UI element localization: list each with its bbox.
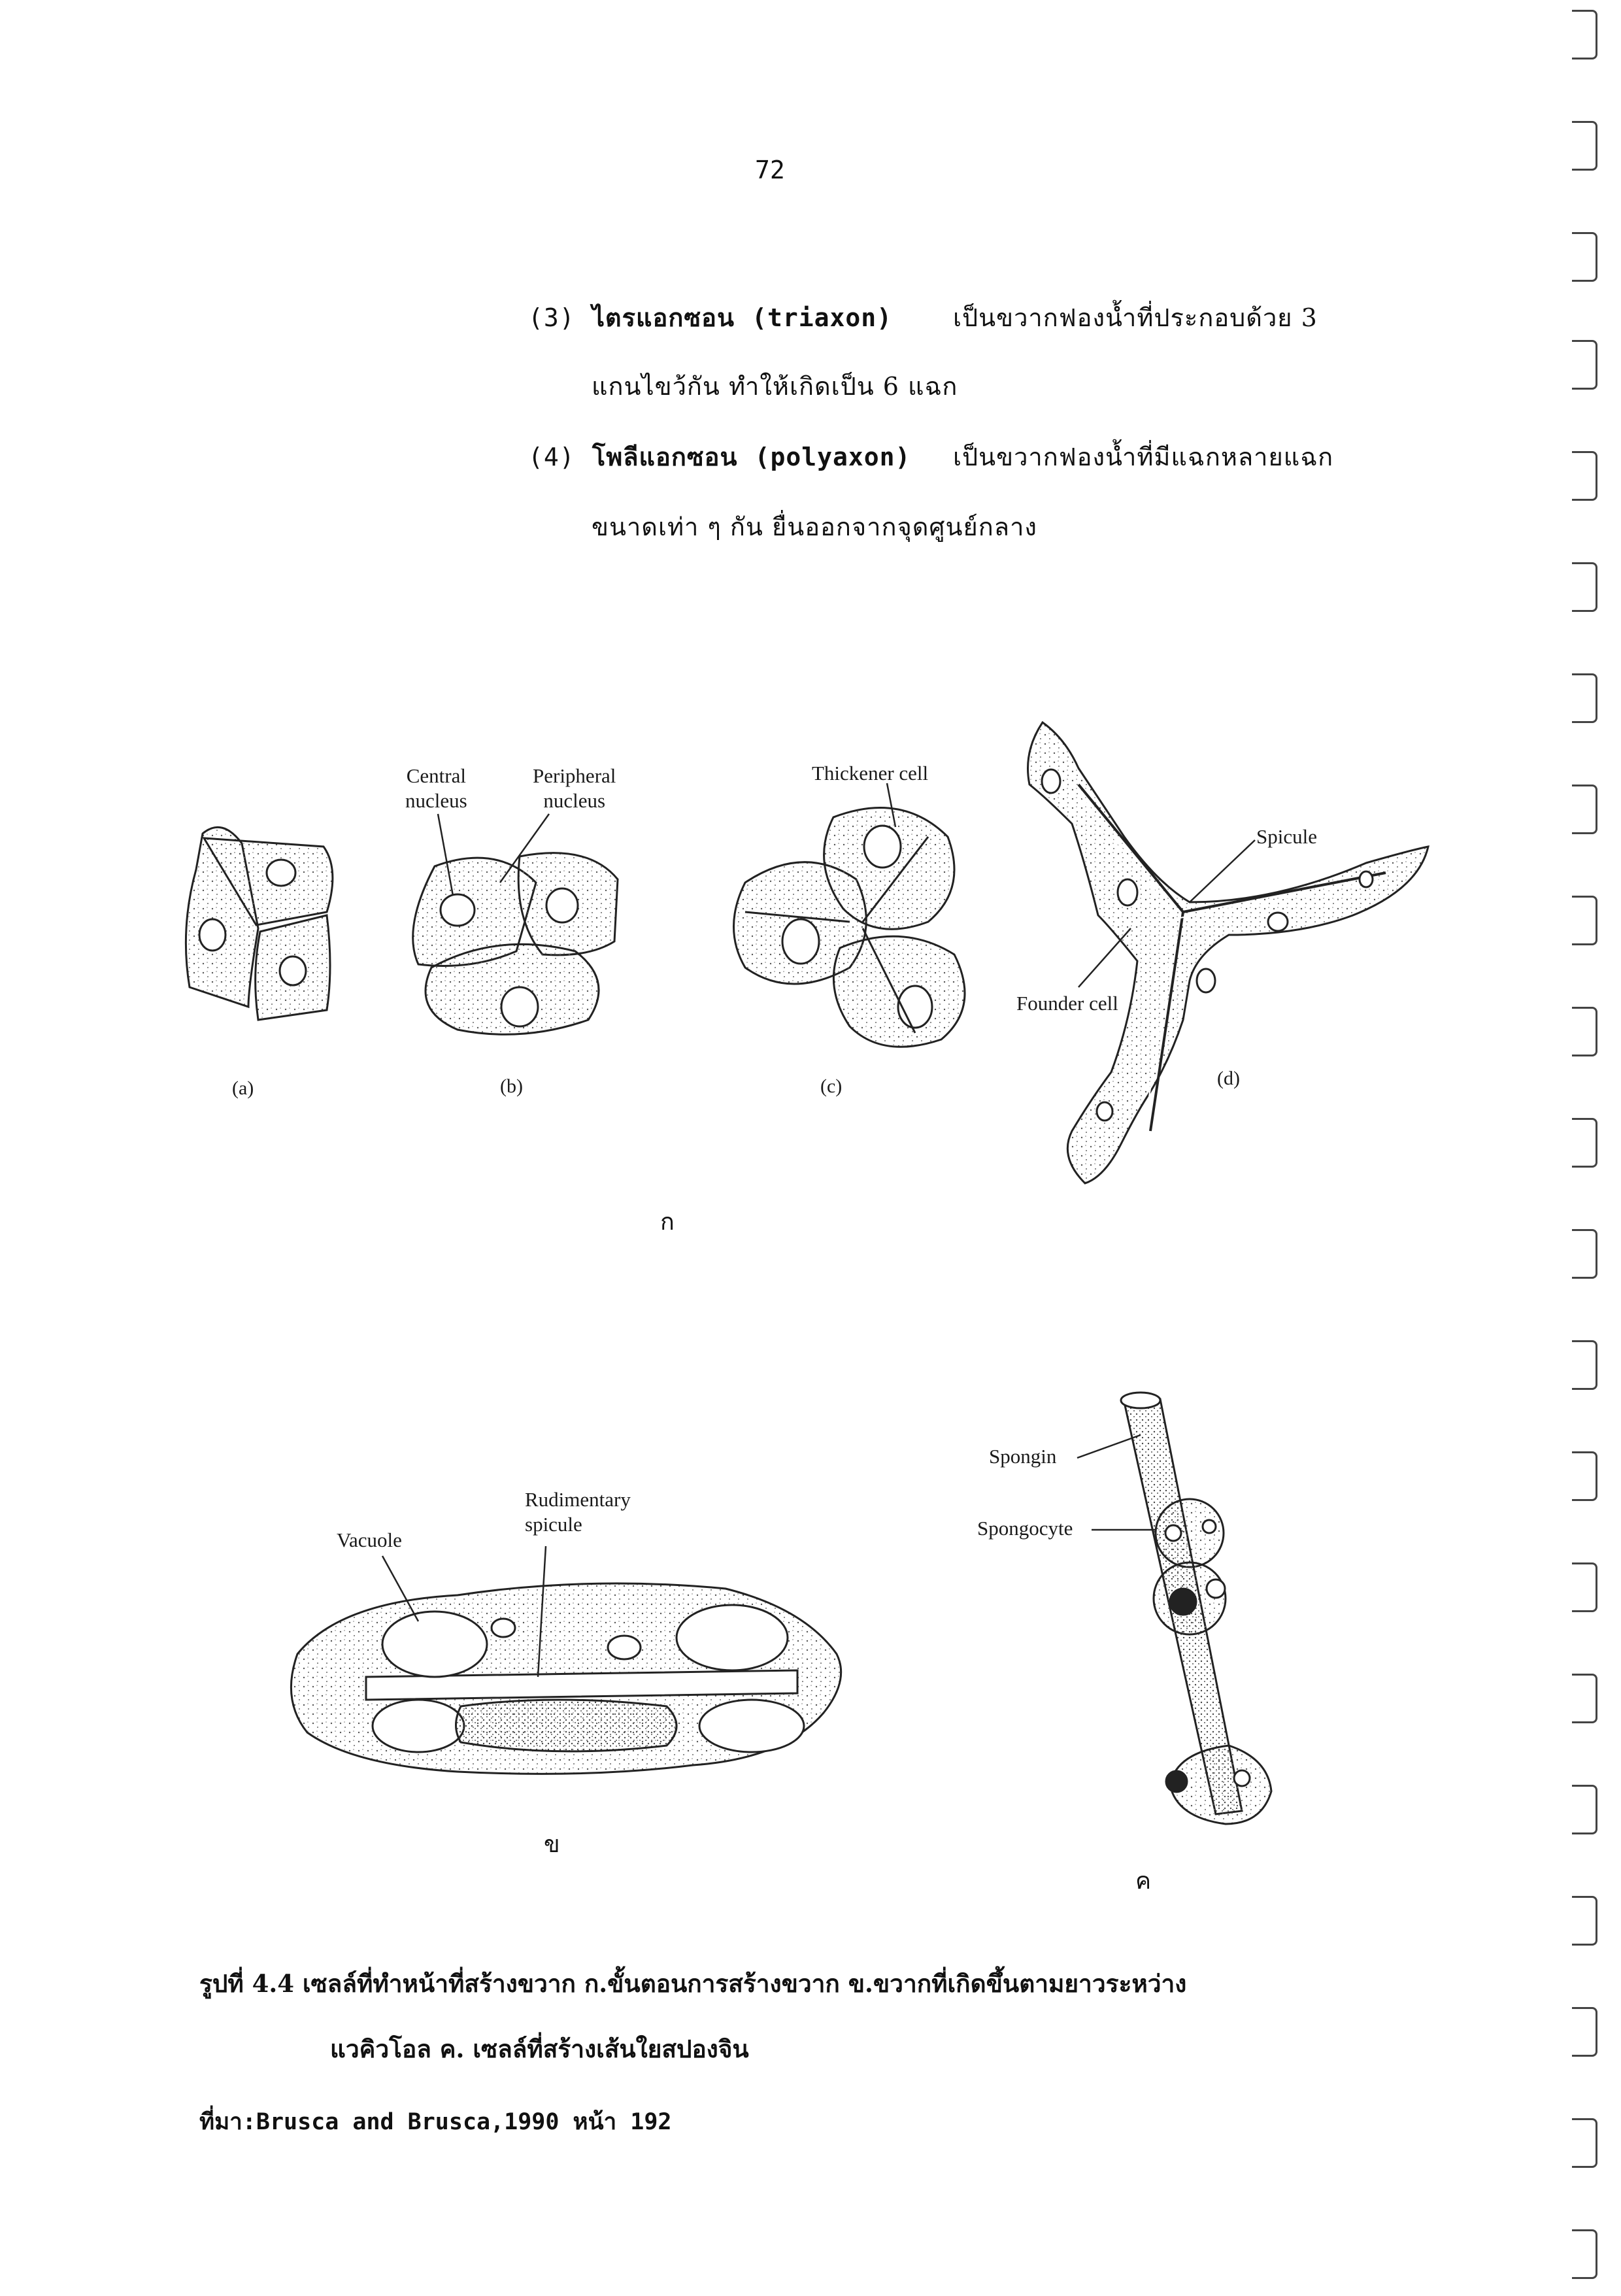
- paragraph-4-marker: (4): [528, 443, 575, 471]
- sub-label-kho-khai: ค: [1135, 1868, 1152, 1895]
- panel-a-cells: [186, 827, 333, 1020]
- panel-label-a: (a): [232, 1077, 254, 1099]
- label-founder-cell: Founder cell: [1016, 992, 1118, 1015]
- panel-label-b: (b): [500, 1075, 523, 1097]
- label-thickener-cell: Thickener cell: [812, 762, 929, 785]
- sub-label-kho: ข: [544, 1831, 560, 1858]
- label-peripheral-nucleus-line2: nucleus: [543, 789, 606, 812]
- panel-d-spicule: [1028, 722, 1429, 1183]
- label-rudimentary-line1: Rudimentary: [525, 1488, 631, 1511]
- paragraph-3-marker: (3): [528, 303, 575, 332]
- panel-b-cells: [413, 853, 618, 1035]
- paragraph-4-latin: (polyaxon): [754, 443, 911, 471]
- label-spongin: Spongin: [989, 1445, 1057, 1468]
- paragraph-4-text-1: เป็นขวากฟองน้ำที่มีแฉกหลายแฉก: [953, 443, 1334, 471]
- figure-kho-cell: [291, 1583, 841, 1774]
- label-peripheral-nucleus: [533, 764, 616, 813]
- label-central-nucleus-line2: nucleus: [405, 789, 467, 812]
- label-vacuole: Vacuole: [337, 1528, 402, 1551]
- label-central-nucleus-line1: Central: [406, 764, 466, 787]
- panel-label-c: (c): [820, 1075, 843, 1097]
- label-spicule: Spicule: [1256, 825, 1317, 848]
- figure-caption-line-2: แวคิวโอล ค. เซลล์ที่สร้างเส้นใยสปองจิน: [330, 2034, 749, 2063]
- paragraph-3-text-2: แกนไขว้กัน ทำให้เกิดเป็น 6 แฉก: [592, 372, 958, 401]
- paragraph-3-term: ไตรแอกซอน: [592, 303, 735, 332]
- figure-source: ที่มา:Brusca and Brusca,1990 หน้า 192: [199, 2109, 672, 2135]
- page-number: 72: [755, 156, 785, 184]
- label-spongocyte: Spongocyte: [977, 1517, 1073, 1540]
- label-rudimentary-spicule: [525, 1487, 631, 1537]
- figure-caption-line-1: รูปที่ 4.4 เซลล์ที่ทำหน้าที่สร้างขวาก ก.ขั้นตอนการสร้างขวาก ข.ขวากที่เกิดขึ้นตามยาวระหว่าง: [199, 1969, 1187, 1998]
- panel-label-d: (d): [1217, 1068, 1240, 1089]
- paragraph-4-term: โพลีแอกซอน: [592, 442, 738, 471]
- paragraph-3-latin: (triaxon): [752, 303, 893, 332]
- figure-kho-khai-chain: [1121, 1393, 1271, 1824]
- label-rudimentary-line2: spicule: [525, 1513, 582, 1536]
- sub-label-ko: ก: [660, 1209, 675, 1236]
- paragraph-3-text-1: เป็นขวากฟองน้ำที่ประกอบด้วย 3: [953, 303, 1318, 332]
- label-central-nucleus: [405, 764, 467, 813]
- paragraph-4-text-2: ขนาดเท่า ๆ กัน ยื่นออกจากจุดศูนย์กลาง: [592, 513, 1037, 541]
- panel-c-cells: [734, 807, 965, 1047]
- label-peripheral-nucleus-line1: Peripheral: [533, 764, 616, 787]
